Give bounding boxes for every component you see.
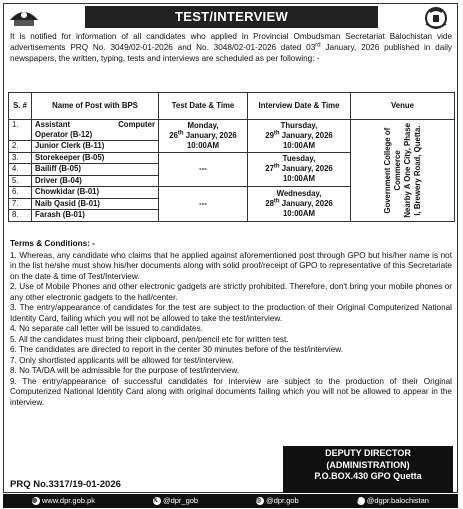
row-post: Farash (B-01): [32, 210, 159, 222]
row-sno: 2.: [9, 141, 32, 153]
term-item: 2. Use of Mobile Phones and other electronic gadgets are strictly prohibited. Therefore, don't bring your mobile phones or any other electronic gadgets to the hall/center.: [10, 282, 452, 302]
terms-heading: Terms & Conditions: -: [10, 239, 95, 248]
prq-number: PRQ No.3317/19-01-2026: [10, 479, 121, 490]
test-date-group1: Monday, 26th January, 2026 10:00AM: [159, 120, 248, 153]
intro-paragraph: It is notified for information of all candidates who applied in Provincial Ombudsman Secretariat Balochistan vide advertisements PRQ No. 3049/02-01-2026 and No. 3048/02-01-2026 dated 03rd January, 2026 published in daily newspapers, the written, typing, tests and interviews are scheduled as per following: -: [10, 32, 453, 63]
test-date-group3: ---: [159, 187, 248, 222]
row-post: Naib Qasid (B-01): [32, 198, 159, 210]
ombudsman-logo: [8, 6, 40, 30]
instagram-icon: ◎: [256, 497, 264, 505]
row-sno: 1.: [9, 120, 32, 141]
footer-twitter[interactable]: 𝕏 @dpr_gob: [152, 496, 199, 505]
footer-bar: [3, 494, 458, 508]
row-post: Driver (B-04): [32, 175, 159, 187]
header-interview: Interview Date & Time: [248, 93, 351, 120]
row-sno: 8.: [9, 210, 32, 222]
row-post: Bailiff (B-05): [32, 164, 159, 176]
footer-website[interactable]: ◍ www.dpr.gob.pk: [32, 496, 95, 505]
government-emblem-logo: [420, 6, 452, 30]
row-post: Junior Clerk (B-11): [32, 141, 159, 153]
row-sno: 4.: [9, 164, 32, 176]
signature-address: P.O.BOX.430 GPO Quetta: [314, 471, 422, 481]
signature-department: (ADMINISTRATION): [326, 459, 410, 470]
header-test: Test Date & Time: [159, 93, 248, 120]
footer-facebook[interactable]: f @dgpr.balochistan: [356, 496, 429, 505]
row-sno: 5.: [9, 175, 32, 187]
row-sno: 7.: [9, 198, 32, 210]
venue-cell: [351, 120, 455, 222]
term-item: 7. Only shortlisted applicants will be allowed for test/interview.: [10, 355, 234, 365]
header-venue: Venue: [351, 93, 455, 120]
term-item: 3. The entry/appearance of candidates for the test are subject to the production of their Original Computerized National Identity Card, failing which you will not be allowed to take the test/interview.: [10, 303, 452, 323]
interview-date-group2: Tuesday, 27th January, 2026 10:00AM: [248, 152, 351, 187]
schedule-table: [8, 92, 455, 222]
row-sno: 3.: [9, 152, 32, 164]
facebook-icon: f: [357, 497, 365, 505]
term-item: 5. All the candidates must bring their clipboard, pen/pencil etc for written test.: [10, 334, 289, 344]
venue-text: Government College of Commerce Nearby A One City, Phase I, Brewery Road, Quetta.: [382, 122, 422, 218]
row-post: Chowkidar (B-01): [32, 187, 159, 199]
interview-date-group3: Wednesday, 28th January, 2026 10:00AM: [248, 187, 351, 222]
term-item: 8. No TA/DA will be admissible for the purpose of test/interview.: [10, 366, 240, 375]
header-post: Name of Post with BPS: [32, 93, 159, 120]
row-post: Assistant Computer Operator (B-12): [32, 120, 159, 141]
page-title: TEST/INTERVIEW: [85, 6, 378, 28]
globe-icon: ◍: [32, 497, 40, 505]
header-sno: S. #: [9, 93, 32, 120]
term-item: 6. The candidates are directed to report in the center 30 minutes before of the test/interview.: [10, 345, 344, 354]
term-item: 9. The entry/appearance of successful candidates for interview are subject to the production of their Original Computerized National Identity Card along with original documents failing which you will not be allowed to appear in the interview.: [10, 376, 452, 407]
signature-block: [283, 446, 453, 493]
table-header-row: [9, 93, 455, 120]
test-date-group2: ---: [159, 152, 248, 187]
interview-date-group1: Thursday, 29th January, 2026 10:00AM: [248, 120, 351, 153]
term-item: 1. Whereas, any candidate who claims that he applied against aforementioned post through GPO but his/her name is not in the list he/she must show his/her documents along with solid proof/receipt of GPO to representative of this Secretariate on the date & time of Test/Interview.: [10, 250, 452, 281]
row-sno: 6.: [9, 187, 32, 199]
row-post: Storekeeper (B-05): [32, 152, 159, 164]
twitter-icon: 𝕏: [153, 497, 161, 505]
term-item: 4. No separate call letter will be issued to candidates.: [10, 324, 203, 333]
footer-instagram[interactable]: ◎ @dpr.gob: [256, 496, 299, 505]
terms-section: [10, 239, 452, 408]
signature-title: DEPUTY DIRECTOR: [325, 448, 411, 458]
